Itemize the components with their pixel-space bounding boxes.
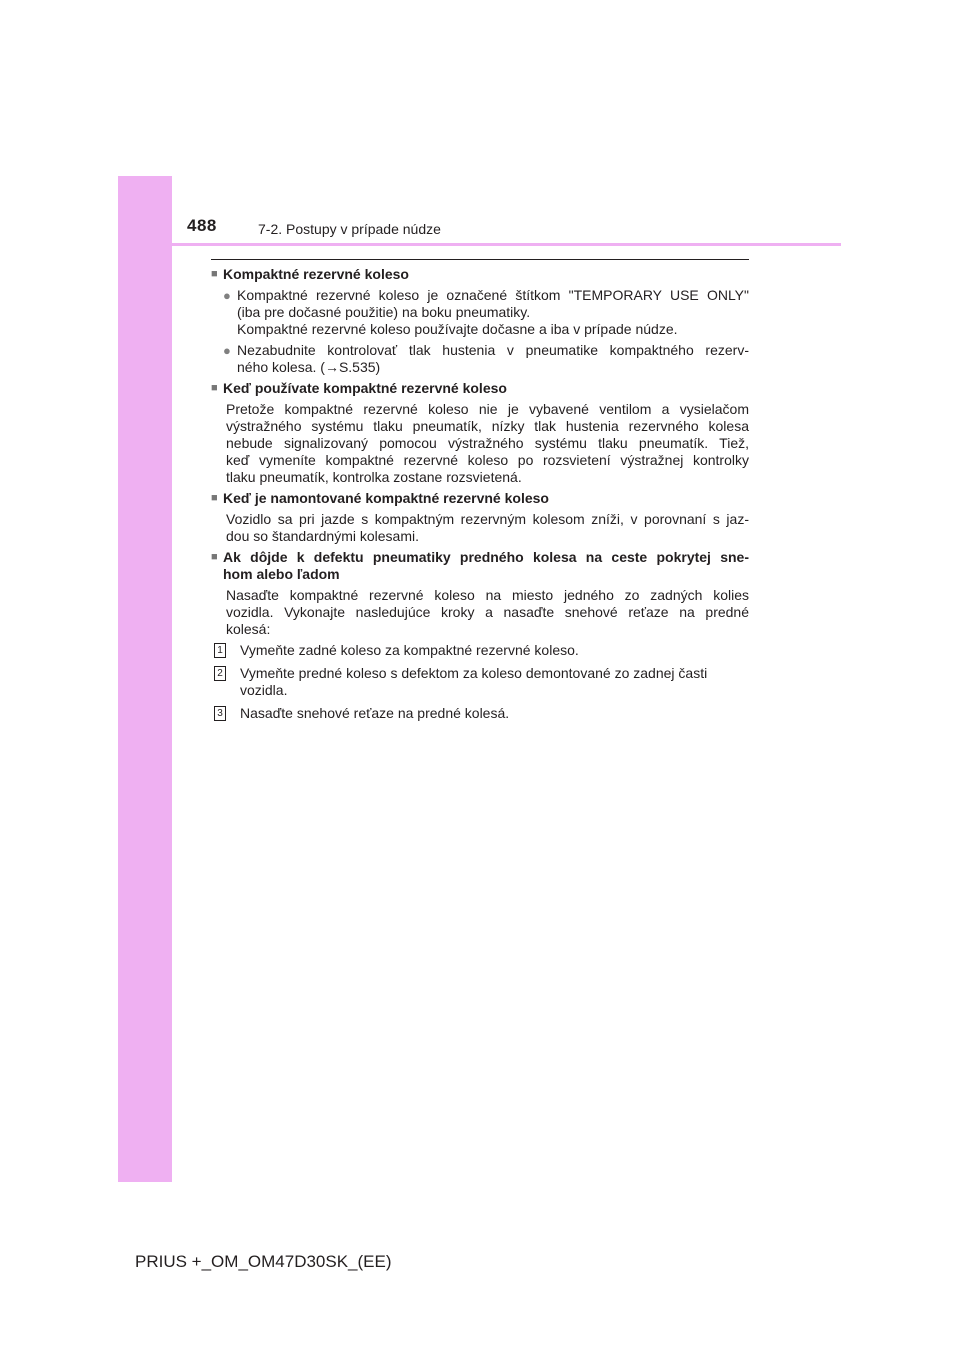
text-line: Vymeňte predné koleso s defektom za koleso demontované zo zadnej časti [240, 665, 708, 681]
text-line: Nasaďte snehové reťaze na predné kolesá. [240, 705, 510, 721]
content-top-rule [211, 259, 749, 260]
section-title: Keď je namontované kompaktné rezervné koleso [223, 490, 549, 506]
text-line: Vozidlo sa pri jazde s kompaktným rezervným kolesom zníži, v porovnaní s jaz- [226, 511, 749, 527]
chapter-title: 7-2. Postupy v prípade núdze [258, 221, 441, 237]
paragraph [226, 401, 749, 486]
page-content [211, 266, 749, 728]
round-bullet-icon: ● [223, 343, 231, 358]
text-line: dou so štandardnými kolesami. [226, 528, 419, 544]
square-bullet-icon: ■ [211, 492, 218, 504]
section-title: Kompaktné rezervné koleso [223, 266, 409, 282]
square-bullet-icon: ■ [211, 382, 218, 394]
paragraph [226, 587, 749, 638]
section-title: hom alebo ľadom [223, 566, 340, 582]
step-number-badge: 2 [214, 666, 226, 681]
square-bullet-icon: ■ [211, 268, 218, 280]
step-item [214, 665, 749, 699]
text-line: Kompaktné rezervné koleso používajte dočasne a iba v prípade núdze. [237, 321, 678, 337]
list-item [223, 342, 749, 376]
chapter-sidebar-tab [118, 176, 172, 1182]
document-code-footer: PRIUS +_OM_OM47D30SK_(EE) [135, 1252, 392, 1271]
text-line: Pretože kompaktné rezervné koleso nie je vybavené ventilom a vysielačom [226, 401, 749, 417]
text-line: tlaku pneumatík, kontrolka zostane rozsvietená. [226, 469, 522, 485]
step-item [214, 705, 749, 722]
section-heading [211, 266, 749, 283]
text-line: ného kolesa. (→S.535) [237, 359, 381, 375]
step-number-badge: 3 [214, 706, 226, 721]
text-line: Kompaktné rezervné koleso je označené štítkom "TEMPORARY USE ONLY" [237, 287, 749, 303]
step-number-badge: 1 [214, 643, 226, 658]
text-line: keď vymeníte kompaktné rezervné koleso po rozsvietení výstražnej kontrolky [226, 452, 749, 468]
text-line: Vymeňte zadné koleso za kompaktné rezervné koleso. [240, 642, 579, 658]
page-number: 488 [187, 216, 217, 235]
square-bullet-icon: ■ [211, 551, 218, 563]
text-line: (iba pre dočasné použitie) na boku pneumatiky. [237, 304, 531, 320]
step-item [214, 642, 749, 659]
text-line: vozidla. [240, 682, 288, 698]
header-rule [172, 243, 841, 246]
text-line: Nezabudnite kontrolovať tlak hustenia v pneumatike kompaktného rezerv- [237, 342, 749, 358]
text-line: vozidla. Vykonajte nasledujúce kroky a nasaďte snehové reťaze na predné [226, 604, 749, 620]
text-line: výstražného systému tlaku pneumatík, nízky tlak hustenia rezervného kolesa [226, 418, 749, 434]
section-title: Keď používate kompaktné rezervné koleso [223, 380, 507, 396]
section-heading [211, 549, 749, 583]
round-bullet-icon: ● [223, 288, 231, 303]
section-heading [211, 490, 749, 507]
section-title: Ak dôjde k defektu pneumatiky predného kolesa na ceste pokrytej sne- [223, 549, 749, 565]
text-line: Nasaďte kompaktné rezervné koleso na miesto jedného zo zadných kolies [226, 587, 749, 603]
list-item [223, 287, 749, 338]
section-heading [211, 380, 749, 397]
text-line: nebude signalizovaný pomocou výstražného systému tlaku pneumatík. Tiež, [226, 435, 749, 451]
text-line: kolesá: [226, 621, 271, 637]
paragraph [226, 511, 749, 545]
